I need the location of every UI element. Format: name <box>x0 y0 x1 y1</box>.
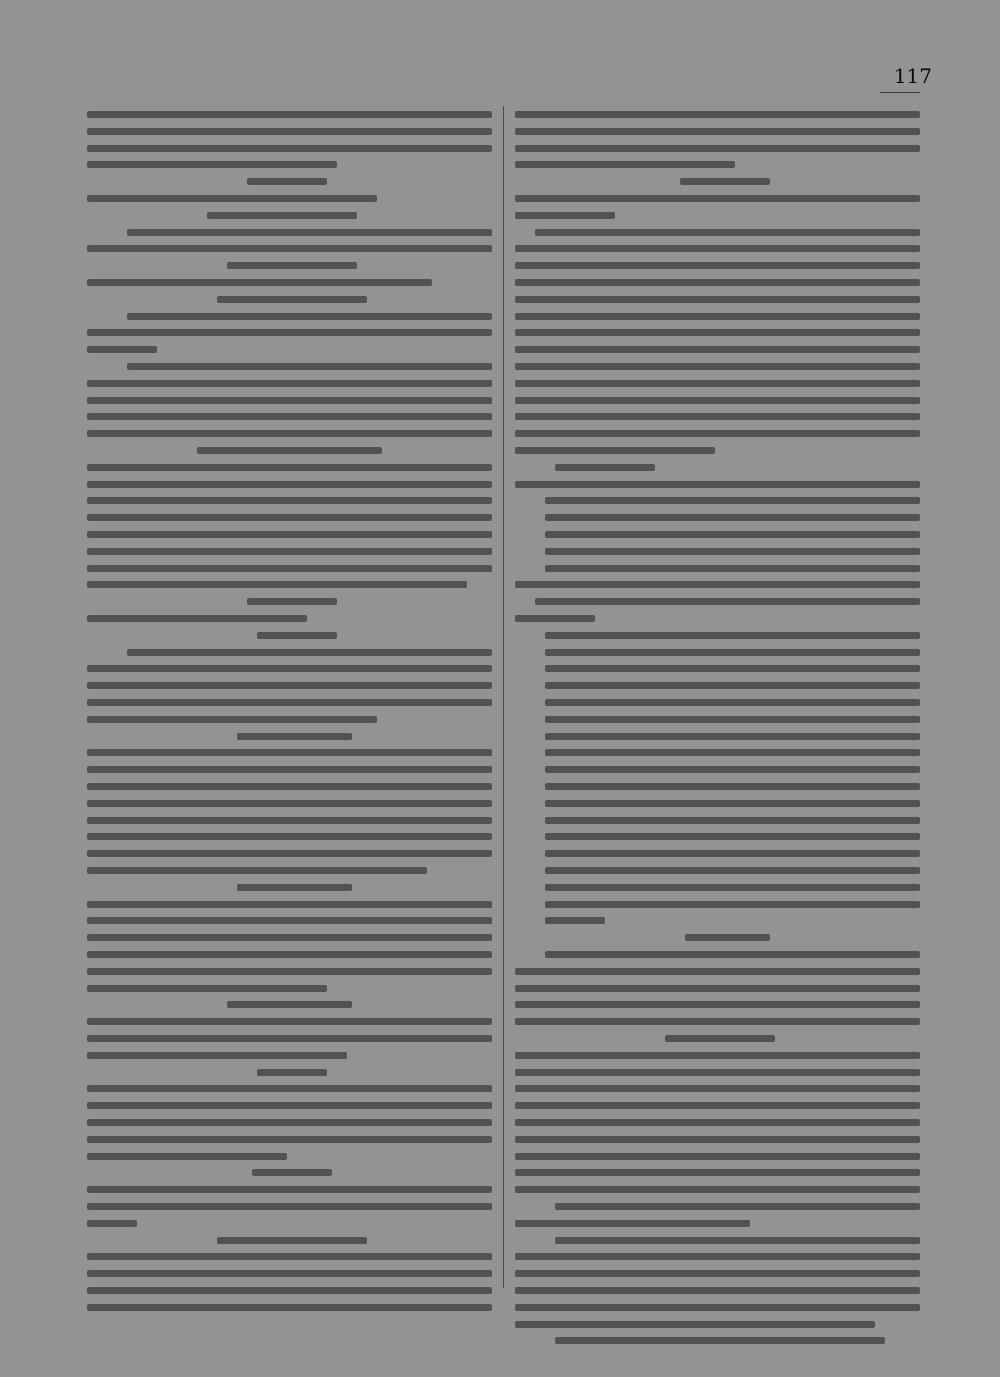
text-line <box>515 1018 920 1025</box>
text-line <box>515 111 920 118</box>
text-line <box>87 1203 492 1210</box>
text-line <box>545 733 920 740</box>
text-line <box>87 766 492 773</box>
text-line <box>87 682 492 689</box>
text-line <box>127 649 492 656</box>
text-line <box>515 1085 920 1092</box>
text-line <box>680 178 770 185</box>
text-line <box>87 430 492 437</box>
text-line <box>555 1337 885 1344</box>
text-line <box>197 447 382 454</box>
text-line <box>545 884 920 891</box>
text-line <box>545 867 920 874</box>
text-line <box>87 1304 492 1311</box>
text-line <box>87 817 492 824</box>
text-line <box>515 212 615 219</box>
text-line <box>545 565 920 572</box>
text-line <box>87 397 492 404</box>
text-line <box>87 917 492 924</box>
text-line <box>87 497 492 504</box>
text-line <box>515 1321 875 1328</box>
text-line <box>227 1001 352 1008</box>
text-line <box>545 699 920 706</box>
text-line <box>257 1069 327 1076</box>
text-line <box>87 1119 492 1126</box>
text-line <box>237 884 352 891</box>
text-line <box>127 229 492 236</box>
text-line <box>545 749 920 756</box>
text-line <box>87 346 157 353</box>
text-line <box>515 1287 920 1294</box>
text-line <box>515 262 920 269</box>
text-line <box>515 615 595 622</box>
text-line <box>87 716 377 723</box>
text-line <box>515 1069 920 1076</box>
text-line <box>515 447 715 454</box>
text-line <box>515 1153 920 1160</box>
text-line <box>87 145 492 152</box>
text-line <box>87 934 492 941</box>
text-line <box>252 1169 332 1176</box>
text-line <box>247 598 337 605</box>
text-line <box>87 1153 287 1160</box>
text-line <box>515 1186 920 1193</box>
text-line <box>515 329 920 336</box>
text-line <box>545 766 920 773</box>
text-line <box>87 850 492 857</box>
text-line <box>515 128 920 135</box>
text-line <box>87 615 307 622</box>
text-line <box>87 1052 347 1059</box>
text-line <box>515 413 920 420</box>
text-line <box>545 800 920 807</box>
text-line <box>87 413 492 420</box>
text-line <box>545 850 920 857</box>
text-line <box>545 665 920 672</box>
text-line <box>545 682 920 689</box>
text-line <box>545 716 920 723</box>
text-line <box>535 598 920 605</box>
text-line <box>545 951 920 958</box>
text-line <box>87 565 492 572</box>
text-line <box>87 1287 492 1294</box>
text-line <box>87 985 327 992</box>
text-line <box>515 313 920 320</box>
text-line <box>515 279 920 286</box>
text-line <box>127 363 492 370</box>
text-line <box>87 1136 492 1143</box>
text-line <box>87 783 492 790</box>
text-line <box>555 1203 920 1210</box>
text-line <box>545 783 920 790</box>
text-line <box>515 1102 920 1109</box>
text-line <box>87 1085 492 1092</box>
text-line <box>515 380 920 387</box>
text-line <box>217 1237 367 1244</box>
text-line <box>515 1270 920 1277</box>
text-line <box>545 817 920 824</box>
text-line <box>545 548 920 555</box>
text-line <box>545 531 920 538</box>
text-line <box>87 279 432 286</box>
text-line <box>545 514 920 521</box>
text-line <box>515 296 920 303</box>
text-line <box>515 145 920 152</box>
text-line <box>515 397 920 404</box>
text-line <box>515 1253 920 1260</box>
header-rule <box>880 92 920 93</box>
right-text-column <box>515 106 920 1288</box>
text-line <box>87 481 492 488</box>
text-line <box>87 1186 492 1193</box>
text-line <box>87 699 492 706</box>
text-line <box>87 1018 492 1025</box>
text-line <box>87 749 492 756</box>
text-line <box>87 1270 492 1277</box>
text-line <box>515 346 920 353</box>
text-line <box>87 833 492 840</box>
text-line <box>515 245 920 252</box>
text-line <box>87 128 492 135</box>
text-line <box>217 296 367 303</box>
text-line <box>127 313 492 320</box>
text-line <box>545 833 920 840</box>
text-line <box>87 111 492 118</box>
page-number: 117 <box>893 64 932 88</box>
text-line <box>545 649 920 656</box>
text-line <box>515 1169 920 1176</box>
text-line <box>515 1052 920 1059</box>
text-line <box>87 1253 492 1260</box>
text-line <box>87 245 492 252</box>
column-divider <box>503 106 504 1288</box>
text-line <box>685 934 770 941</box>
text-line <box>515 430 920 437</box>
left-text-column <box>87 106 492 1288</box>
text-line <box>87 464 492 471</box>
text-line <box>515 195 920 202</box>
text-line <box>87 665 492 672</box>
text-line <box>515 985 920 992</box>
text-line <box>535 229 920 236</box>
text-line <box>257 632 337 639</box>
text-line <box>545 497 920 504</box>
text-line <box>87 1220 137 1227</box>
text-line <box>247 178 327 185</box>
text-line <box>515 968 920 975</box>
text-line <box>515 1136 920 1143</box>
text-line <box>87 329 492 336</box>
text-line <box>87 195 377 202</box>
text-line <box>87 901 492 908</box>
text-line <box>545 901 920 908</box>
text-line <box>87 581 467 588</box>
text-line <box>87 968 492 975</box>
text-line <box>515 1001 920 1008</box>
text-line <box>87 1102 492 1109</box>
text-line <box>555 464 655 471</box>
text-line <box>87 1035 492 1042</box>
text-line <box>87 548 492 555</box>
text-line <box>87 951 492 958</box>
text-line <box>545 917 605 924</box>
text-line <box>515 581 920 588</box>
text-line <box>515 481 920 488</box>
text-line <box>87 867 427 874</box>
text-line <box>87 800 492 807</box>
text-line <box>665 1035 775 1042</box>
text-line <box>87 514 492 521</box>
text-line <box>555 1237 920 1244</box>
text-line <box>515 1119 920 1126</box>
text-line <box>207 212 357 219</box>
text-line <box>515 1220 750 1227</box>
text-line <box>87 380 492 387</box>
text-line <box>87 531 492 538</box>
text-line <box>227 262 357 269</box>
text-line <box>515 363 920 370</box>
text-line <box>237 733 352 740</box>
text-line <box>515 1304 920 1311</box>
text-line <box>87 161 337 168</box>
text-line <box>515 161 735 168</box>
text-line <box>545 632 920 639</box>
